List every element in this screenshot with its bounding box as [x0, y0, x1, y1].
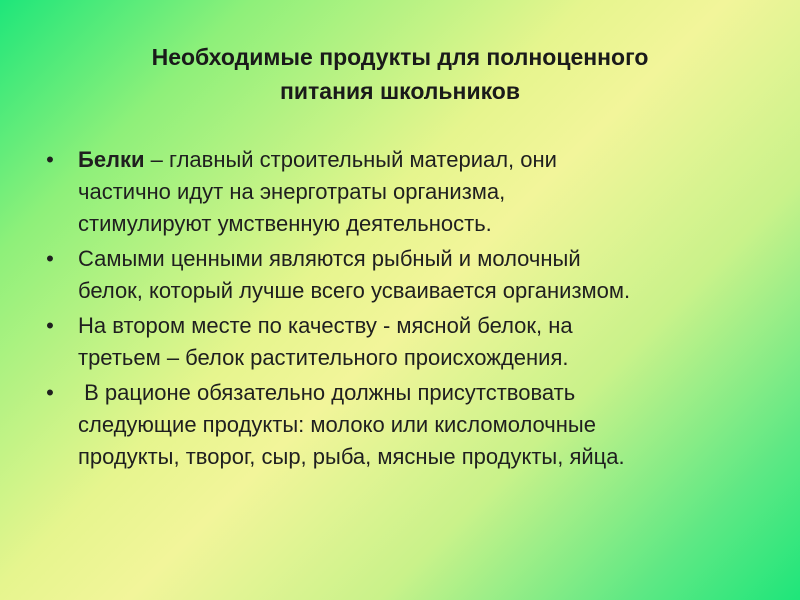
bullet-icon: •	[46, 246, 54, 271]
bullet-text	[78, 310, 760, 374]
bullet-line: На втором месте по качеству - мясной белок, на	[78, 313, 573, 338]
slide-title-line-2: питания школьников	[280, 78, 520, 104]
bullet-line	[78, 144, 760, 176]
bullet-item-meat-protein	[40, 310, 760, 374]
bullet-line: стимулируют умственную деятельность.	[78, 211, 492, 236]
bullet-item-diet-products	[40, 377, 760, 473]
bullet-text	[78, 377, 760, 473]
bullet-lead-term: Белки	[78, 147, 145, 172]
bullet-line: следующие продукты: молоко или кисломолочные	[78, 412, 596, 437]
bullet-line: Самыми ценными являются рыбный и молочный	[78, 246, 581, 271]
bullet-line: частично идут на энерготраты организма,	[78, 179, 506, 204]
bullet-icon: •	[46, 147, 54, 172]
bullet-text	[78, 144, 760, 240]
slide-title	[40, 40, 760, 108]
bullet-item-proteins	[40, 144, 760, 240]
bullet-line: продукты, творог, сыр, рыба, мясные продукты, яйца.	[78, 444, 625, 469]
bullet-text	[78, 243, 760, 307]
bullet-line: белок, который лучше всего усваивается организмом.	[78, 278, 631, 303]
slide-title-line-1: Необходимые продукты для полноценного	[151, 44, 649, 70]
bullet-list	[40, 144, 760, 473]
bullet-line-rest: – главный строительный материал, они	[144, 147, 557, 172]
bullet-icon: •	[46, 380, 54, 405]
bullet-icon: •	[46, 313, 54, 338]
bullet-item-valuable-protein	[40, 243, 760, 307]
bullet-line: третьем – белок растительного происхождения.	[78, 345, 569, 370]
bullet-line: В рационе обязательно должны присутствовать	[78, 380, 576, 405]
